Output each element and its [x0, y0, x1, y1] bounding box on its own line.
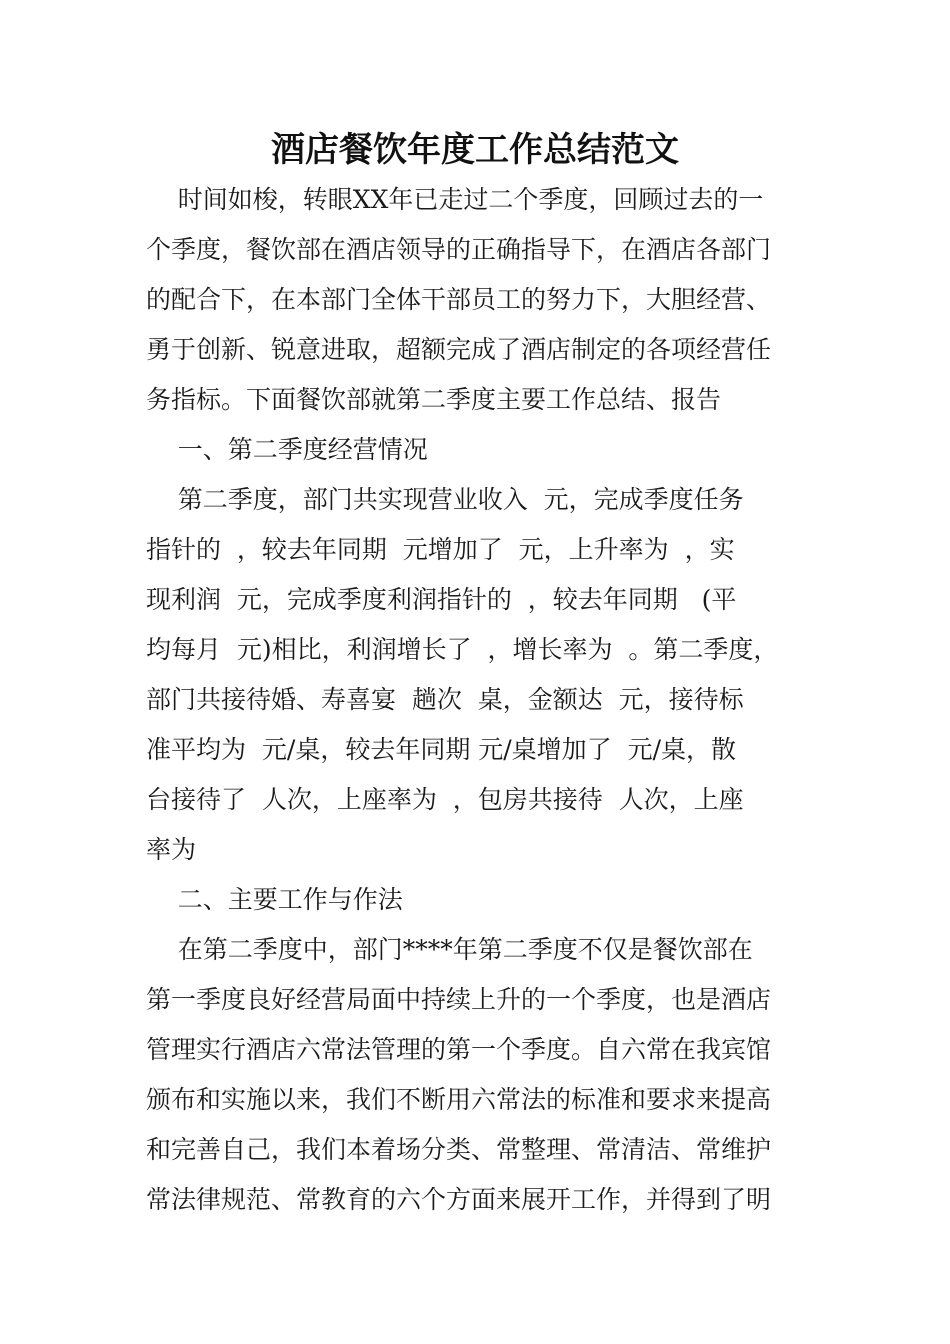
paragraph-line: 准平均为 元/桌，较去年同期 元/桌增加了 元/桌，散 — [146, 735, 737, 764]
paragraph-line: 的配合下，在本部门全体干部员工的努力下，大胆经营、 — [146, 285, 772, 314]
paragraph-line: 均每月 元)相比，利润增长了 ，增长率为 。第二季度， — [146, 635, 779, 664]
paragraph-line: 颁布和实施以来，我们不断用六常法的标准和要求来提高 — [146, 1085, 772, 1114]
paragraph-line: 指针的 ，较去年同期 元增加了 元，上升率为 ，实 — [146, 535, 735, 564]
document-title: 酒店餐饮年度工作总结范文 — [271, 130, 679, 170]
paragraph-line: 率为 — [146, 835, 197, 864]
paragraph-line: 部门共接待婚、寿喜宴 趟次 桌，金额达 元，接待标 — [146, 685, 744, 714]
paragraph-line: 务指标。下面餐饮部就第二季度主要工作总结、报告 — [146, 385, 722, 414]
paragraph-line: 管理实行酒店六常法管理的第一个季度。自六常在我宾馆 — [146, 1035, 772, 1064]
paragraph-line: 第二季度，部门共实现营业收入 元，完成季度任务 — [146, 485, 744, 514]
paragraph-line: 和完善自己，我们本着场分类、常整理、常清洁、常维护 — [146, 1135, 772, 1164]
paragraph-line: 台接待了 人次，上座率为 ，包房共接待 人次，上座 — [146, 785, 744, 814]
section-heading: 一、第二季度经营情况 — [146, 435, 428, 464]
paragraph-line: 个季度，餐饮部在酒店领导的正确指导下，在酒店各部门 — [146, 235, 772, 264]
section-heading: 二、主要工作与作法 — [146, 885, 403, 914]
paragraph-line: 时间如梭，转眼XX年已走过二个季度，回顾过去的一 — [146, 185, 764, 214]
paragraph-line: 第一季度良好经营局面中持续上升的一个季度，也是酒店 — [146, 985, 772, 1014]
paragraph-line: 勇于创新、锐意进取，超额完成了酒店制定的各项经营任 — [146, 335, 772, 364]
paragraph-line: 在第二季度中，部门****年第二季度不仅是餐饮部在 — [146, 935, 753, 964]
paragraph-line: 常法律规范、常教育的六个方面来展开工作，并得到了明 — [146, 1185, 772, 1214]
paragraph-line: 现利润 元，完成季度利润指针的 ，较去年同期 (平 — [146, 585, 737, 614]
